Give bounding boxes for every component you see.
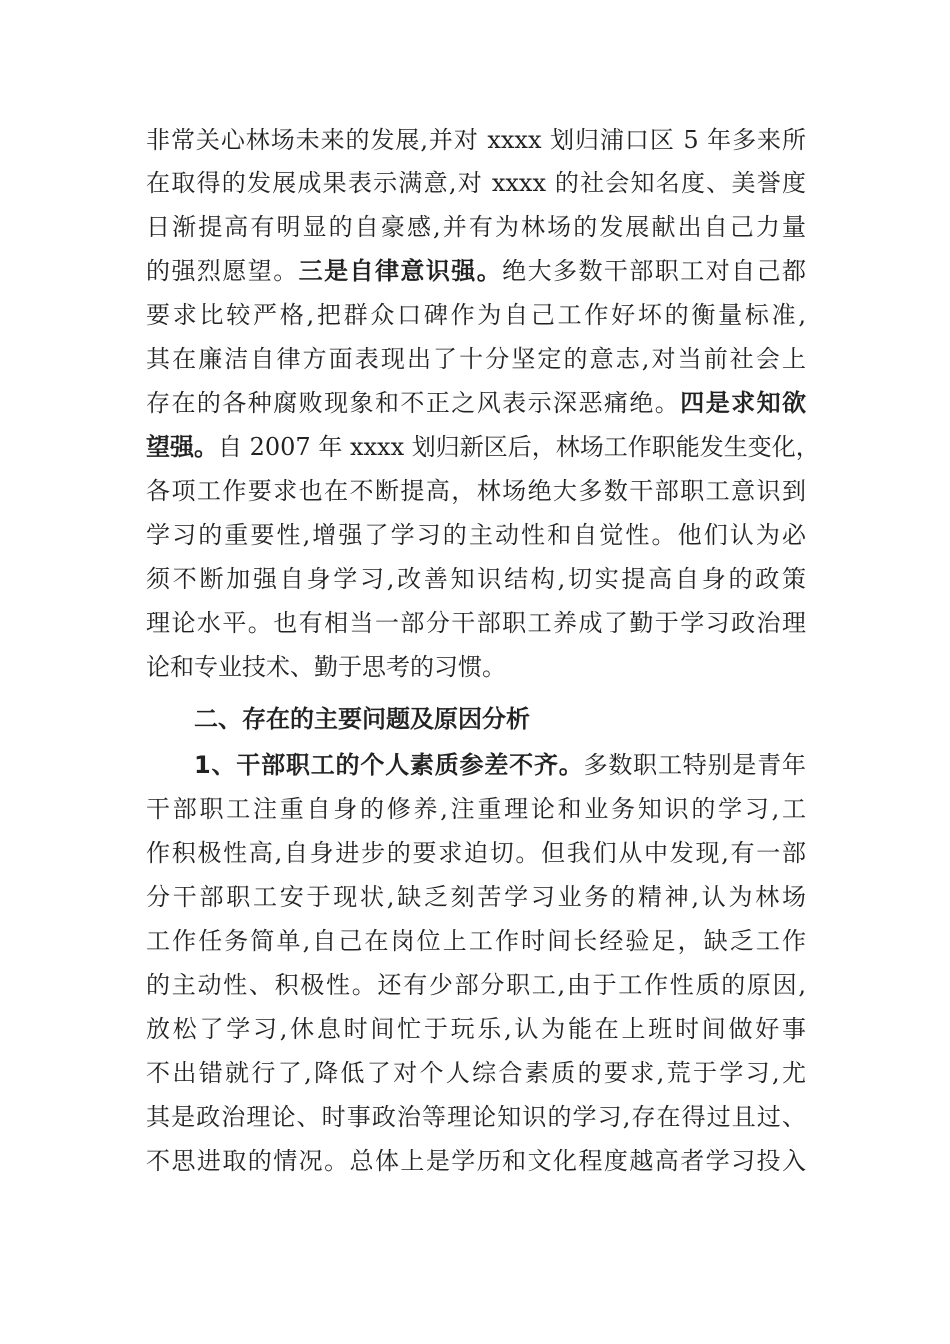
paragraph-line: 工作任务简单,自己在岗位上工作时间长经验足，缺乏工作 bbox=[146, 927, 806, 955]
bold-point-four-cont: 望强。 bbox=[146, 433, 218, 461]
paragraph-line: 不出错就行了,降低了对个人综合素质的要求,荒于学习,尤 bbox=[146, 1059, 806, 1087]
paragraph-line: 干部职工注重自身的修养,注重理论和业务知识的学习,工 bbox=[146, 795, 806, 823]
paragraph-line: 须不断加强自身学习,改善知识结构,切实提高自身的政策 bbox=[146, 565, 806, 593]
paragraph-line: 放松了学习,休息时间忙于玩乐,认为能在上班时间做好事 bbox=[146, 1015, 806, 1043]
paragraph-line bbox=[146, 383, 806, 423]
paragraph-line: 要求比较严格,把群众口碑作为自己工作好坏的衡量标准, bbox=[146, 301, 806, 329]
paragraph-line: 理论水平。也有相当一部分干部职工养成了勤于学习政治理 bbox=[146, 609, 806, 637]
bold-point-three: 三是自律意识强。 bbox=[298, 257, 503, 285]
bold-subheading: 1、干部职工的个人素质参差不齐。 bbox=[194, 751, 584, 779]
paragraph-line: 各项工作要求也在不断提高，林场绝大多数干部职工意识到 bbox=[146, 477, 806, 505]
line-text: 多数职工特别是青年 bbox=[583, 751, 807, 779]
line-text: 自 2007 年 xxxx 划归新区后，林场工作职能发生变化， bbox=[218, 433, 820, 461]
paragraph-line bbox=[194, 745, 806, 785]
line-text: 绝大多数干部职工对自己都 bbox=[502, 257, 807, 285]
paragraph-line: 论和专业技术、勤于思考的习惯。 bbox=[146, 653, 506, 681]
paragraph-line: 其在廉洁自律方面表现出了十分坚定的意志,对当前社会上 bbox=[146, 345, 806, 373]
line-text: 的强烈愿望。 bbox=[146, 257, 299, 285]
paragraph-line: 其是政治理论、时事政治等理论知识的学习,存在得过且过、 bbox=[146, 1103, 806, 1131]
line-text: 存在的各种腐败现象和不正之风表示深恶痛绝。 bbox=[146, 389, 681, 417]
paragraph-line bbox=[146, 251, 806, 291]
paragraph-line: 非常关心林场未来的发展,并对 xxxx 划归浦口区 5 年多来所 bbox=[146, 126, 806, 154]
paragraph-line: 的主动性、积极性。还有少部分职工,由于工作性质的原因, bbox=[146, 971, 806, 999]
paragraph-line bbox=[146, 427, 820, 467]
paragraph-line: 日渐提高有明显的自豪感,并有为林场的发展献出自己力量 bbox=[146, 213, 806, 241]
paragraph-line: 分干部职工安于现状,缺乏刻苦学习业务的精神,认为林场 bbox=[146, 883, 806, 911]
paragraph-line: 学习的重要性,增强了学习的主动性和自觉性。他们认为必 bbox=[146, 521, 806, 549]
bold-point-four: 四是求知欲 bbox=[680, 389, 807, 417]
section-heading: 二、存在的主要问题及原因分析 bbox=[194, 705, 530, 733]
paragraph-line: 在取得的发展成果表示满意,对 xxxx 的社会知名度、美誉度 bbox=[146, 169, 806, 197]
paragraph-line: 作积极性高,自身进步的要求迫切。但我们从中发现,有一部 bbox=[146, 839, 806, 867]
paragraph-line: 不思进取的情况。总体上是学历和文化程度越高者学习投入 bbox=[146, 1147, 806, 1175]
